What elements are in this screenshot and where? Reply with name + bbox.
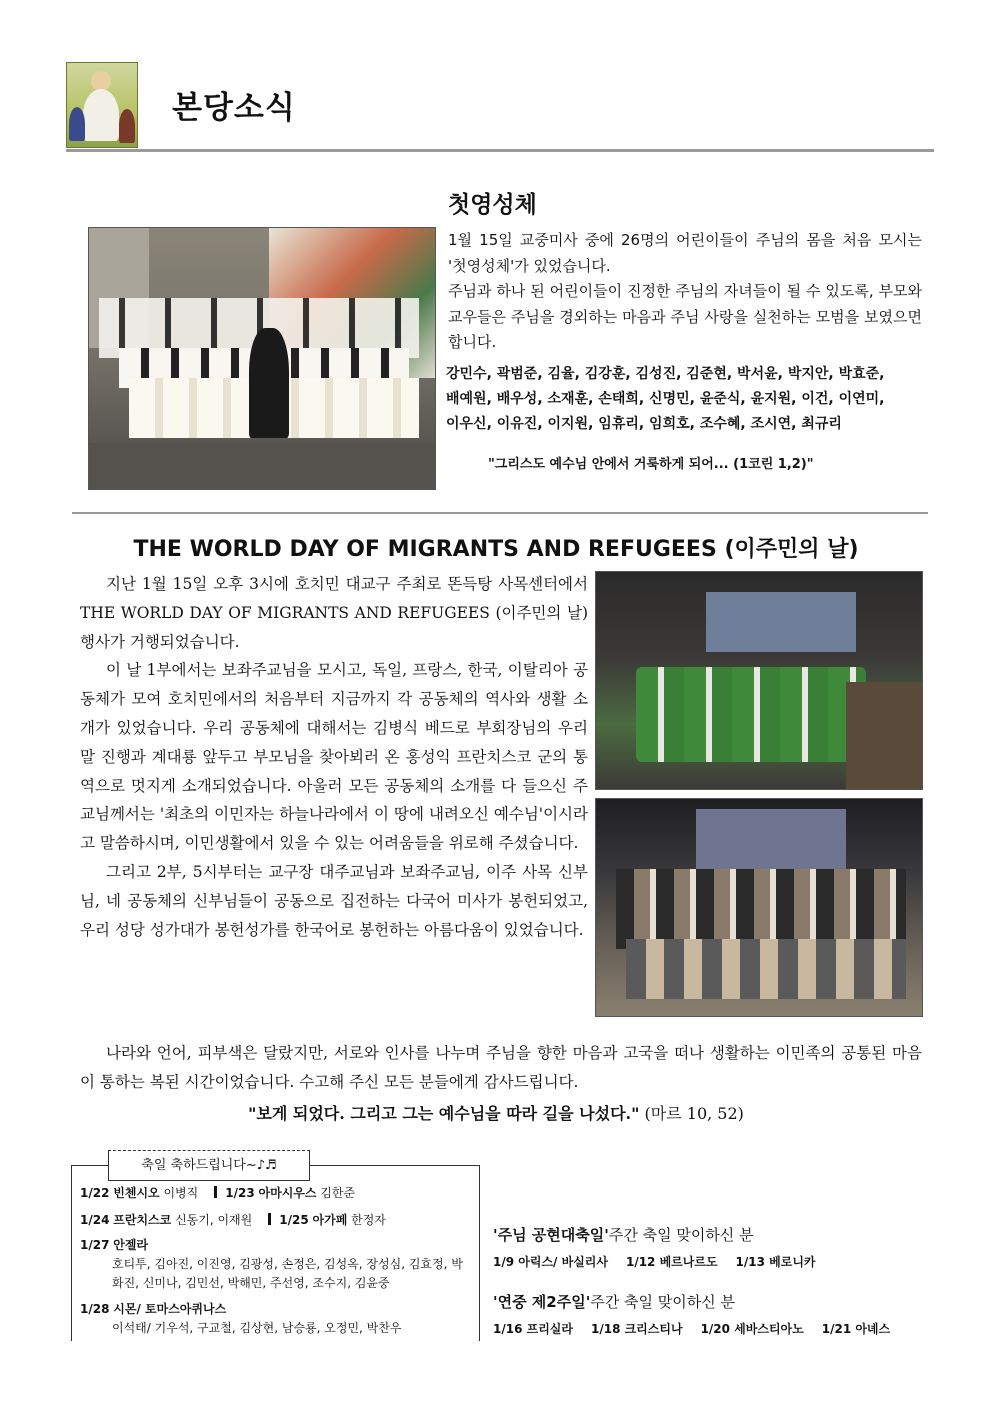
names-line: 배예원, 배우성, 소재훈, 손태희, 신명민, 윤준식, 윤지원, 이건, 이연미,	[446, 391, 885, 407]
article-paragraph: 지난 1월 15일 오후 3시에 호치민 대교구 주최로 똔득탕 사목센터에서 THE WORLD DAY OF MIGRANTS AND REFUGEES (이주민의 날) 행사가 거행되었습니다.	[80, 575, 588, 651]
feast-names: 신동기, 이재원	[175, 1213, 253, 1227]
weekly-list	[493, 1320, 908, 1337]
heading-quote: '연중 제2주일'	[493, 1293, 591, 1311]
migrants-closing	[80, 1039, 922, 1097]
feast-saint: 시몬/ 토마스아퀴나스	[113, 1302, 227, 1316]
first-communion-paragraph: 1월 15일 교중미사 중에 26명의 어린이들이 주님의 몸을 처음 모시는 '첫영성체'가 있었습니다.	[448, 231, 922, 275]
bishops-mass-photo	[595, 571, 923, 790]
feast-date: 1/25	[279, 1213, 309, 1227]
first-communion-photo	[88, 227, 436, 490]
feast-names: 이석태/ 기우석, 구교철, 김상현, 남승룡, 오정민, 박찬우	[112, 1321, 402, 1335]
community-group-photo	[595, 798, 923, 1017]
names-line: 강민수, 곽범준, 김율, 김강훈, 김성진, 김준현, 박서윤, 박지안, 박효준,	[446, 366, 885, 382]
feast-date: 1/27	[80, 1238, 110, 1252]
weekly-item: 1/18 크리스티나	[590, 1322, 683, 1336]
separator	[214, 1186, 217, 1198]
section-title-migrants: THE WORLD DAY OF MIGRANTS AND REFUGEES (이주민의 날)	[133, 537, 859, 562]
weekly-heading	[493, 1291, 735, 1312]
heading-rest: 주간 축일 맞이하신 분	[608, 1226, 754, 1244]
jesus-logo-image	[66, 62, 138, 148]
feast-saint: 아가페	[312, 1213, 348, 1227]
weekly-list	[493, 1253, 834, 1270]
feast-date: 1/24	[80, 1213, 110, 1227]
feast-row	[80, 1184, 355, 1201]
feast-row	[80, 1211, 386, 1228]
names-line: 이우신, 이유진, 이지원, 임휴리, 임희호, 조수혜, 조시연, 최규리	[446, 416, 842, 432]
feast-row	[80, 1300, 226, 1317]
page-title: 본당소식	[172, 90, 296, 126]
article-paragraph: 그리고 2부, 5시부터는 교구장 대주교님과 보좌주교님, 이주 사목 신부님, 네 공동체의 신부님들이 공동으로 집전하는 다국어 미사가 봉헌되었고, 우리 성당 성가대가 봉헌성가를 한국어로 봉헌하는 아름다움이 있었습니다.	[80, 862, 588, 939]
first-communion-names	[446, 362, 926, 437]
heading-rest: 주간 축일 맞이하신 분	[590, 1293, 736, 1311]
separator	[268, 1213, 271, 1225]
feast-saint: 아마시우스	[258, 1186, 317, 1200]
weekly-item: 1/16 프리실라	[493, 1322, 573, 1336]
feast-saint: 안젤라	[113, 1238, 149, 1252]
feast-names: 호티투, 김아진, 이진영, 김광성, 손정은, 김성옥, 장성심, 김효정, 박화진, 신미나, 김민선, 박해민, 주선영, 조수지, 김윤중	[112, 1257, 463, 1290]
first-communion-text	[448, 228, 922, 356]
feast-row	[80, 1236, 148, 1253]
weekly-heading	[493, 1224, 754, 1245]
scripture-quote-2	[0, 1101, 992, 1124]
weekly-item: 1/20 세바스티아노	[700, 1322, 804, 1336]
feast-date: 1/23	[225, 1186, 255, 1200]
migrants-article	[80, 570, 588, 944]
feast-saint: 빈첸시오	[113, 1186, 160, 1200]
feast-date: 1/28	[80, 1302, 110, 1316]
feast-tab: 축일 축하드립니다~♪♬	[108, 1150, 310, 1181]
feast-names: 김한준	[320, 1186, 356, 1200]
article-paragraph: 이 날 1부에서는 보좌주교님을 모시고, 독일, 프랑스, 한국, 이탈리아 공동체가 모여 호치민에서의 처음부터 지금까지 각 공동체의 역사와 생활 소개가 있었습니다. 우리 공동체에 대해서는 김병식 베드로 부회장님의 우리말 진행과 계대룡 앞두고 부모님을 찾아뵈러 온 홍성익 프란치스코 군의 통역으로 멋지게 소개되었습니다. 아울러 모든 공동체의 소개를 다 들으신 주교님께서는 '최초의 이민자는 하늘나라에서 이 땅에 내려오신 예수님'이시라고 말씀하시며, 이민생활에서 있을 수 있는 어려움들을 위로해 주셨습니다.	[80, 661, 588, 853]
first-communion-paragraph: 주님과 하나 된 어린이들이 진정한 주님의 자녀들이 될 수 있도록, 부모와 교우들은 주님을 경외하는 마음과 주님 사랑을 실천하는 모범을 보였으면 합니다.	[448, 282, 922, 351]
feast-names: 한정자	[351, 1213, 386, 1227]
heading-quote: '주님 공현대축일'	[493, 1226, 609, 1244]
closing-paragraph: 나라와 언어, 피부색은 달랐지만, 서로와 인사를 나누며 주님을 향한 마음과 고국을 떠나 생활하는 이민족의 공통된 마음이 통하는 복된 시간이었습니다. 수고해 주신 모든 분들에게 감사드립니다.	[80, 1044, 922, 1091]
quote-reference: (마르 10, 52)	[639, 1104, 744, 1123]
weekly-item: 1/12 베르나르도	[625, 1255, 718, 1269]
feast-saint: 프란치스코	[113, 1213, 172, 1227]
feast-date: 1/22	[80, 1186, 110, 1200]
section-title-first-communion: 첫영성체	[448, 192, 537, 218]
section-divider	[72, 512, 928, 514]
scripture-quote-1: "그리스도 예수님 안에서 거룩하게 되어... (1코린 1,2)"	[488, 457, 814, 472]
header-divider	[66, 149, 934, 152]
weekly-item: 1/13 베로니카	[735, 1255, 816, 1269]
weekly-item: 1/21 아녜스	[821, 1322, 891, 1336]
feast-names: 이병직	[163, 1186, 199, 1200]
quote-text: "보게 되었다. 그리고 그는 예수님을 따라 길을 나섰다."	[248, 1104, 640, 1123]
weekly-item: 1/9 아릭스/ 바실리사	[493, 1255, 608, 1269]
